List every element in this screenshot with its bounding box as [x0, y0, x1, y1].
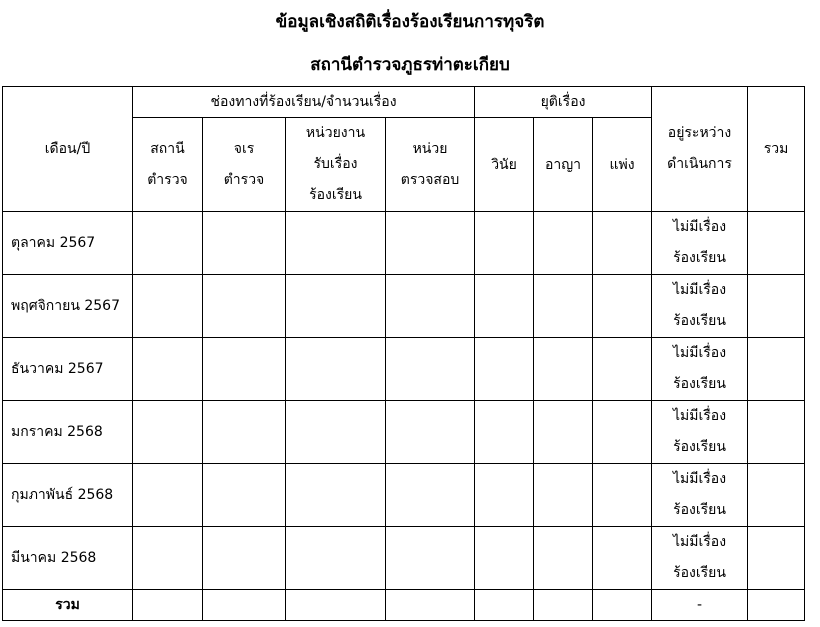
empty-cell [534, 590, 593, 621]
empty-cell [386, 275, 475, 338]
header-resolved-discipline: วินัย [475, 118, 534, 212]
status-cell: ไม่มีเรื่อง ร้องเรียน [652, 464, 748, 527]
total-label: รวม [3, 590, 133, 621]
empty-cell [475, 338, 534, 401]
header-row-1 [3, 87, 805, 118]
header-channel-audit-unit: หน่วย ตรวจสอบ [386, 118, 475, 212]
empty-cell [133, 590, 203, 621]
header-resolved-group: ยุติเรื่อง [475, 87, 652, 118]
empty-cell [534, 401, 593, 464]
empty-cell [534, 338, 593, 401]
status-cell: ไม่มีเรื่อง ร้องเรียน [652, 275, 748, 338]
empty-cell [593, 338, 652, 401]
statistics-table [2, 86, 805, 621]
status-cell: ไม่มีเรื่อง ร้องเรียน [652, 401, 748, 464]
empty-cell [286, 464, 386, 527]
empty-cell [475, 527, 534, 590]
empty-cell [286, 212, 386, 275]
header-channel-complaint-unit: หน่วยงาน รับเรื่อง ร้องเรียน [286, 118, 386, 212]
month-cell: มีนาคม 2568 [3, 527, 133, 590]
total-in-progress: - [652, 590, 748, 621]
empty-cell [475, 275, 534, 338]
header-total: รวม [748, 87, 805, 212]
table-row [3, 464, 805, 527]
empty-cell [386, 338, 475, 401]
empty-cell [286, 527, 386, 590]
empty-cell [286, 590, 386, 621]
empty-cell [203, 212, 286, 275]
header-resolved-criminal: อาญา [534, 118, 593, 212]
empty-cell [133, 338, 203, 401]
empty-cell [203, 464, 286, 527]
empty-cell [593, 590, 652, 621]
table-row [3, 275, 805, 338]
empty-cell [203, 401, 286, 464]
empty-cell [133, 212, 203, 275]
empty-cell [386, 401, 475, 464]
empty-cell [475, 590, 534, 621]
empty-cell [748, 401, 805, 464]
empty-cell [748, 275, 805, 338]
status-cell: ไม่มีเรื่อง ร้องเรียน [652, 212, 748, 275]
month-cell: ตุลาคม 2567 [3, 212, 133, 275]
empty-cell [133, 527, 203, 590]
header-channel-station: สถานี ตำรวจ [133, 118, 203, 212]
empty-cell [133, 401, 203, 464]
empty-cell [593, 464, 652, 527]
header-channels-group: ช่องทางที่ร้องเรียน/จำนวนเรื่อง [133, 87, 475, 118]
empty-cell [748, 590, 805, 621]
empty-cell [593, 212, 652, 275]
table-row [3, 527, 805, 590]
empty-cell [386, 212, 475, 275]
empty-cell [286, 401, 386, 464]
month-cell: ธันวาคม 2567 [3, 338, 133, 401]
empty-cell [534, 212, 593, 275]
header-resolved-civil: แพ่ง [593, 118, 652, 212]
empty-cell [286, 338, 386, 401]
empty-cell [748, 338, 805, 401]
empty-cell [534, 275, 593, 338]
empty-cell [534, 527, 593, 590]
document-subtitle: สถานีตำรวจภูธรท่าตะเกียบ [310, 55, 510, 75]
header-month-year: เดือน/ปี [3, 87, 133, 212]
table-row [3, 401, 805, 464]
month-cell: พฤศจิกายน 2567 [3, 275, 133, 338]
month-cell: มกราคม 2568 [3, 401, 133, 464]
empty-cell [203, 527, 286, 590]
empty-cell [593, 275, 652, 338]
empty-cell [203, 338, 286, 401]
empty-cell [286, 275, 386, 338]
empty-cell [133, 275, 203, 338]
header-channel-inspector: จเร ตำรวจ [203, 118, 286, 212]
empty-cell [534, 464, 593, 527]
empty-cell [748, 527, 805, 590]
total-row [3, 590, 805, 621]
status-cell: ไม่มีเรื่อง ร้องเรียน [652, 527, 748, 590]
empty-cell [203, 590, 286, 621]
empty-cell [386, 464, 475, 527]
empty-cell [386, 590, 475, 621]
status-cell: ไม่มีเรื่อง ร้องเรียน [652, 338, 748, 401]
document-title: ข้อมูลเชิงสถิติเรื่องร้องเรียนการทุจริต [275, 12, 545, 32]
empty-cell [475, 464, 534, 527]
empty-cell [386, 527, 475, 590]
table-row [3, 338, 805, 401]
empty-cell [748, 464, 805, 527]
month-cell: กุมภาพันธ์ 2568 [3, 464, 133, 527]
empty-cell [475, 401, 534, 464]
empty-cell [748, 212, 805, 275]
empty-cell [203, 275, 286, 338]
empty-cell [133, 464, 203, 527]
empty-cell [593, 401, 652, 464]
empty-cell [475, 212, 534, 275]
header-in-progress: อยู่ระหว่าง ดำเนินการ [652, 87, 748, 212]
table-row [3, 212, 805, 275]
empty-cell [593, 527, 652, 590]
